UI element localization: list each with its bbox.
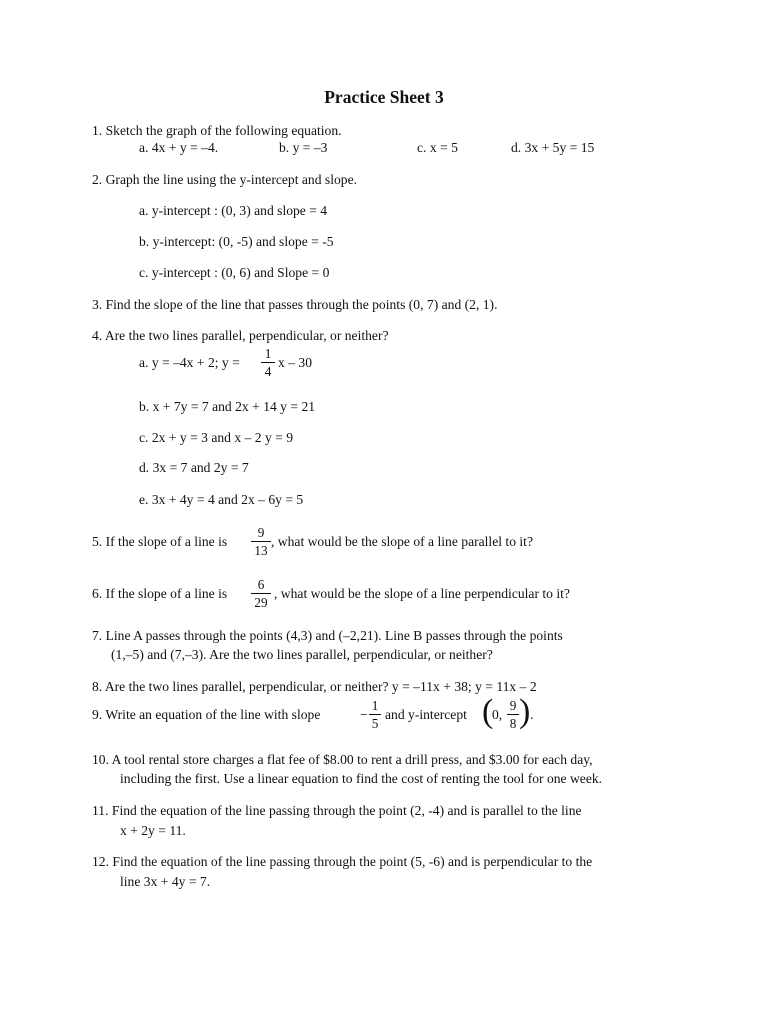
fraction-bar — [261, 362, 275, 363]
question-1-part-c: c. x = 5 — [417, 140, 458, 155]
question-4-part-e: e. 3x + 4y = 4 and 2x – 6y = 5 — [139, 492, 304, 507]
fraction-denominator: 13 — [254, 543, 268, 558]
question-2-part-a: a. y-intercept : (0, 3) and slope = 4 — [139, 203, 328, 218]
question-7-line-2: (1,–5) and (7,–3). Are the two lines parallel, perpendicular, or neither? — [111, 647, 493, 662]
question-10-line-1: 10. A tool rental store charges a flat fee of $8.00 to rent a drill press, and $3.00 for each day, — [92, 752, 593, 767]
question-4-part-a-start: a. y = –4x + 2; y = — [139, 355, 240, 370]
question-4-part-c: c. 2x + y = 3 and x – 2 y = 9 — [139, 430, 294, 445]
question-5-start: 5. If the slope of a line is — [92, 534, 228, 549]
question-6-start: 6. If the slope of a line is — [92, 586, 228, 601]
question-7-line-1: 7. Line A passes through the points (4,3) and (–2,21). Line B passes through the points — [92, 628, 563, 643]
question-2-part-b: b. y-intercept: (0, -5) and slope = -5 — [139, 234, 334, 249]
question-11-line-1: 11. Find the equation of the line passing through the point (2, -4) and is parallel to the line — [92, 803, 582, 818]
question-4-text: 4. Are the two lines parallel, perpendicular, or neither? — [92, 328, 389, 343]
fraction-bar — [507, 714, 519, 715]
fraction-denominator: 4 — [264, 364, 272, 379]
question-10-line-2: including the first. Use a linear equation to find the cost of renting the tool for one week. — [120, 771, 603, 786]
fraction-bar — [251, 593, 271, 594]
fraction-bar — [251, 541, 271, 542]
question-9-slope-fraction — [369, 698, 381, 731]
question-5-fraction — [251, 525, 271, 558]
left-parenthesis: ( — [482, 693, 494, 730]
question-3-text: 3. Find the slope of the line that passes through the points (0, 7) and (2, 1). — [92, 297, 498, 312]
question-2-text: 2. Graph the line using the y-intercept and slope. — [92, 172, 358, 187]
question-12-line-2: line 3x + 4y = 7. — [120, 874, 211, 889]
question-9-start: 9. Write an equation of the line with slope — [92, 707, 321, 722]
question-4-fraction — [261, 346, 275, 379]
question-1-part-b: b. y = –3 — [279, 140, 328, 155]
question-4-part-b: b. x + 7y = 7 and 2x + 14 y = 21 — [139, 399, 316, 414]
question-1-part-d: d. 3x + 5y = 15 — [511, 140, 595, 155]
question-9-period: . — [530, 707, 534, 722]
question-2-part-c: c. y-intercept : (0, 6) and Slope = 0 — [139, 265, 330, 280]
minus-sign: − — [360, 707, 368, 722]
question-1-part-a: a. 4x + y = –4. — [139, 140, 219, 155]
fraction-numerator: 6 — [257, 577, 265, 592]
question-1-text: 1. Sketch the graph of the following equation. — [92, 123, 342, 138]
fraction-numerator: 1 — [264, 346, 272, 361]
question-12-line-1: 12. Find the equation of the line passing through the point (5, -6) and is perpendicular to the — [92, 854, 593, 869]
question-5-end: , what would be the slope of a line parallel to it? — [271, 534, 533, 549]
question-4-part-a-end: x – 30 — [278, 355, 312, 370]
fraction-denominator: 5 — [371, 716, 379, 731]
question-6-fraction — [251, 577, 271, 610]
fraction-numerator: 1 — [371, 698, 379, 713]
fraction-numerator: 9 — [509, 698, 517, 713]
right-parenthesis: ) — [519, 693, 531, 730]
question-9-middle: and y-intercept — [385, 707, 467, 722]
question-9-intercept-x: 0, — [492, 707, 503, 722]
question-4-part-d: d. 3x = 7 and 2y = 7 — [139, 460, 249, 475]
fraction-denominator: 8 — [509, 716, 517, 731]
page-title: Practice Sheet 3 — [324, 87, 444, 107]
fraction-numerator: 9 — [257, 525, 265, 540]
fraction-bar — [369, 714, 381, 715]
question-6-end: , what would be the slope of a line perpendicular to it? — [274, 586, 570, 601]
fraction-denominator: 29 — [254, 595, 268, 610]
question-8-text: 8. Are the two lines parallel, perpendicular, or neither? y = –11x + 38; y = 11x – 2 — [92, 679, 537, 694]
question-9-intercept-fraction — [507, 698, 519, 731]
question-11-line-2: x + 2y = 11. — [120, 823, 186, 838]
